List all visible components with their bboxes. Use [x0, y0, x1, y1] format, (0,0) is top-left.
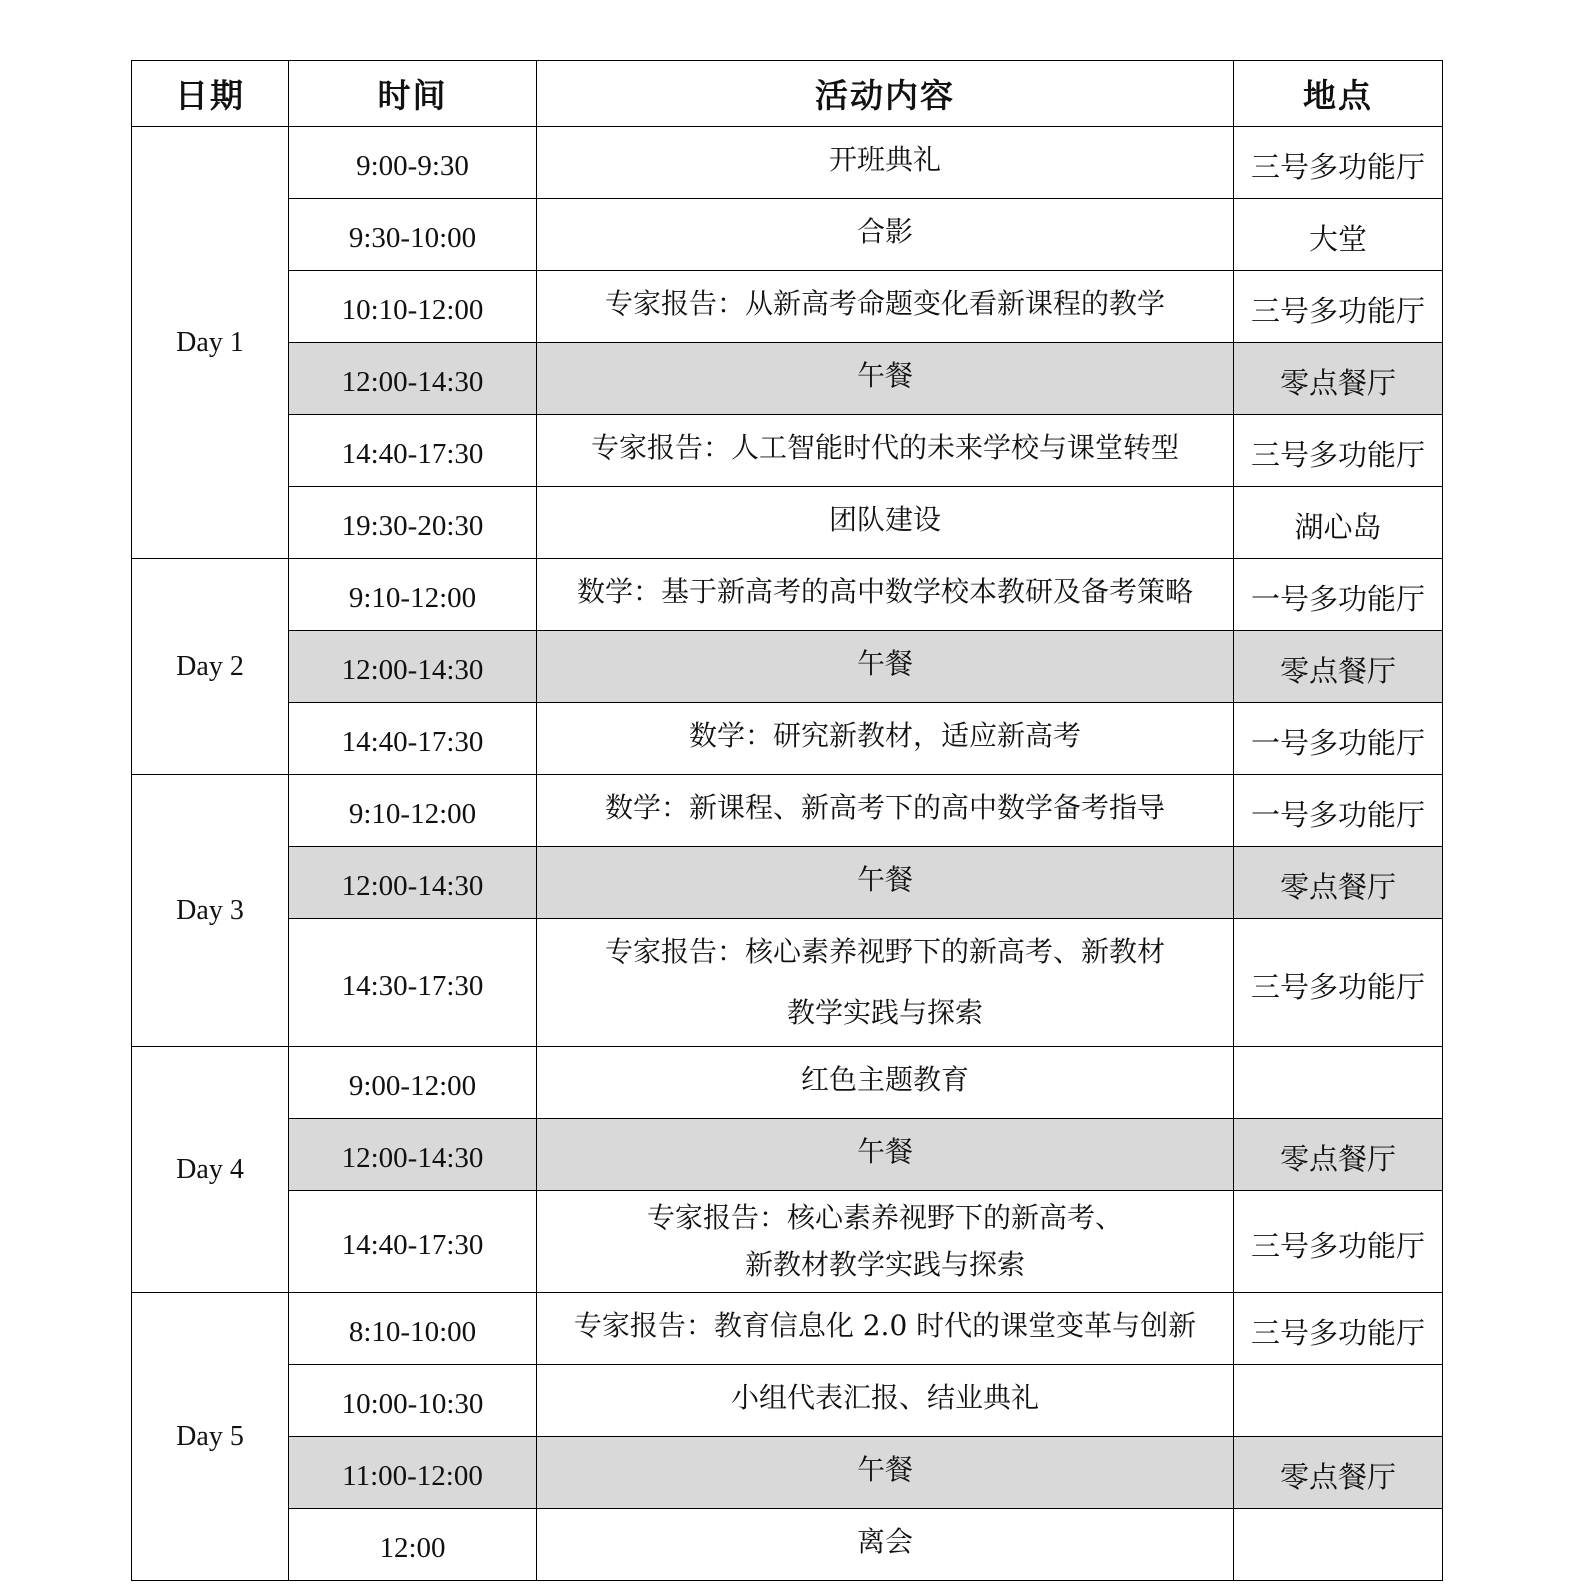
- time-cell: 12:00: [289, 1509, 537, 1581]
- location-cell: 大堂: [1234, 199, 1443, 271]
- location-cell: 零点餐厅: [1234, 847, 1443, 919]
- location-cell: [1234, 1047, 1443, 1119]
- activity-line: 专家报告：教育信息化 2.0 时代的课堂变革与创新: [573, 1308, 1197, 1342]
- time-cell: 14:40-17:30: [289, 703, 537, 775]
- table-row: [132, 775, 1443, 847]
- header-row: [132, 61, 1443, 127]
- time-cell: 8:10-10:00: [289, 1293, 537, 1365]
- time-cell: 14:30-17:30: [289, 919, 537, 1047]
- day-label: Day 2: [132, 559, 289, 775]
- activity-line: 午餐: [856, 646, 913, 680]
- time-cell: 11:00-12:00: [289, 1437, 537, 1509]
- activity-cell: [537, 559, 1234, 631]
- activity-cell: [537, 847, 1234, 919]
- activity-cell: [537, 703, 1234, 775]
- activity-line: 教学实践与探索: [786, 995, 983, 1029]
- location-cell: 零点餐厅: [1234, 1119, 1443, 1191]
- time-cell: 9:30-10:00: [289, 199, 537, 271]
- time-cell: 9:10-12:00: [289, 775, 537, 847]
- table-row: [132, 1365, 1443, 1437]
- location-cell: 零点餐厅: [1234, 343, 1443, 415]
- location-cell: 一号多功能厅: [1234, 703, 1443, 775]
- location-cell: [1234, 1365, 1443, 1437]
- table-row: [132, 127, 1443, 199]
- table-row: [132, 1191, 1443, 1293]
- activity-cell: [537, 919, 1234, 1047]
- day-label: Day 4: [132, 1047, 289, 1293]
- activity-line: 团队建设: [828, 502, 941, 536]
- activity-line: 专家报告：人工智能时代的未来学校与课堂转型: [590, 430, 1179, 464]
- activity-cell: [537, 199, 1234, 271]
- location-cell: 湖心岛: [1234, 487, 1443, 559]
- time-cell: 9:00-12:00: [289, 1047, 537, 1119]
- table-row: [132, 703, 1443, 775]
- table-row: [132, 343, 1443, 415]
- time-cell: 12:00-14:30: [289, 1119, 537, 1191]
- table-row: [132, 919, 1443, 1047]
- activity-cell: [537, 1437, 1234, 1509]
- table-row: [132, 487, 1443, 559]
- table-row: [132, 1509, 1443, 1581]
- activity-cell: [537, 1047, 1234, 1119]
- table-body: [132, 127, 1443, 1581]
- table-row: [132, 1437, 1443, 1509]
- activity-cell: [537, 343, 1234, 415]
- activity-cell: [537, 127, 1234, 199]
- time-cell: 10:00-10:30: [289, 1365, 537, 1437]
- location-cell: 三号多功能厅: [1234, 271, 1443, 343]
- activity-cell: [537, 415, 1234, 487]
- activity-cell: [537, 1119, 1234, 1191]
- location-cell: 三号多功能厅: [1234, 1293, 1443, 1365]
- location-cell: 一号多功能厅: [1234, 775, 1443, 847]
- time-cell: 9:00-9:30: [289, 127, 537, 199]
- table-row: [132, 559, 1443, 631]
- day-label: Day 5: [132, 1293, 289, 1581]
- activity-line: 午餐: [856, 862, 913, 896]
- location-cell: 三号多功能厅: [1234, 415, 1443, 487]
- time-cell: 14:40-17:30: [289, 415, 537, 487]
- activity-cell: [537, 775, 1234, 847]
- time-cell: 12:00-14:30: [289, 631, 537, 703]
- table-row: [132, 415, 1443, 487]
- location-cell: 三号多功能厅: [1234, 919, 1443, 1047]
- activity-line: 数学：新课程、新高考下的高中数学备考指导: [604, 790, 1165, 824]
- activity-line: 午餐: [856, 1134, 913, 1168]
- activity-cell: [537, 487, 1234, 559]
- activity-cell: [537, 1191, 1234, 1293]
- activity-line: 专家报告：核心素养视野下的新高考、新教材: [604, 935, 1165, 969]
- activity-line: 数学：研究新教材，适应新高考: [688, 718, 1081, 752]
- location-cell: 零点餐厅: [1234, 631, 1443, 703]
- activity-line: 离会: [856, 1524, 913, 1558]
- header-location: 地点: [1234, 61, 1443, 127]
- activity-line: 数学：基于新高考的高中数学校本教研及备考策略: [576, 574, 1193, 608]
- activity-cell: [537, 1293, 1234, 1365]
- time-cell: 9:10-12:00: [289, 559, 537, 631]
- day-label: Day 3: [132, 775, 289, 1047]
- location-cell: [1234, 1509, 1443, 1581]
- activity-cell: [537, 1365, 1234, 1437]
- table-row: [132, 631, 1443, 703]
- activity-cell: [537, 1509, 1234, 1581]
- table-row: [132, 1047, 1443, 1119]
- time-cell: 12:00-14:30: [289, 343, 537, 415]
- activity-line: 专家报告：核心素养视野下的新高考、: [646, 1201, 1123, 1235]
- location-cell: 一号多功能厅: [1234, 559, 1443, 631]
- header-time: 时间: [289, 61, 537, 127]
- time-cell: 19:30-20:30: [289, 487, 537, 559]
- activity-line: 新教材教学实践与探索: [744, 1247, 1025, 1281]
- location-cell: 三号多功能厅: [1234, 1191, 1443, 1293]
- activity-line: 小组代表汇报、结业典礼: [730, 1380, 1039, 1414]
- activity-line: 专家报告：从新高考命题变化看新课程的教学: [604, 286, 1165, 320]
- time-cell: 10:10-12:00: [289, 271, 537, 343]
- header-activity: 活动内容: [537, 61, 1234, 127]
- table-row: [132, 271, 1443, 343]
- activity-line: 合影: [856, 214, 913, 248]
- table-header: [132, 61, 1443, 127]
- activity-line: 午餐: [856, 358, 913, 392]
- location-cell: 三号多功能厅: [1234, 127, 1443, 199]
- activity-cell: [537, 631, 1234, 703]
- day-label: Day 1: [132, 127, 289, 559]
- schedule-table: [131, 60, 1443, 1581]
- table-row: [132, 1119, 1443, 1191]
- activity-line: 开班典礼: [828, 142, 941, 176]
- activity-line: 午餐: [856, 1452, 913, 1486]
- activity-cell: [537, 271, 1234, 343]
- header-date: 日期: [132, 61, 289, 127]
- time-cell: 12:00-14:30: [289, 847, 537, 919]
- time-cell: 14:40-17:30: [289, 1191, 537, 1293]
- table-row: [132, 847, 1443, 919]
- table-row: [132, 1293, 1443, 1365]
- table-row: [132, 199, 1443, 271]
- location-cell: 零点餐厅: [1234, 1437, 1443, 1509]
- activity-line: 红色主题教育: [800, 1062, 969, 1096]
